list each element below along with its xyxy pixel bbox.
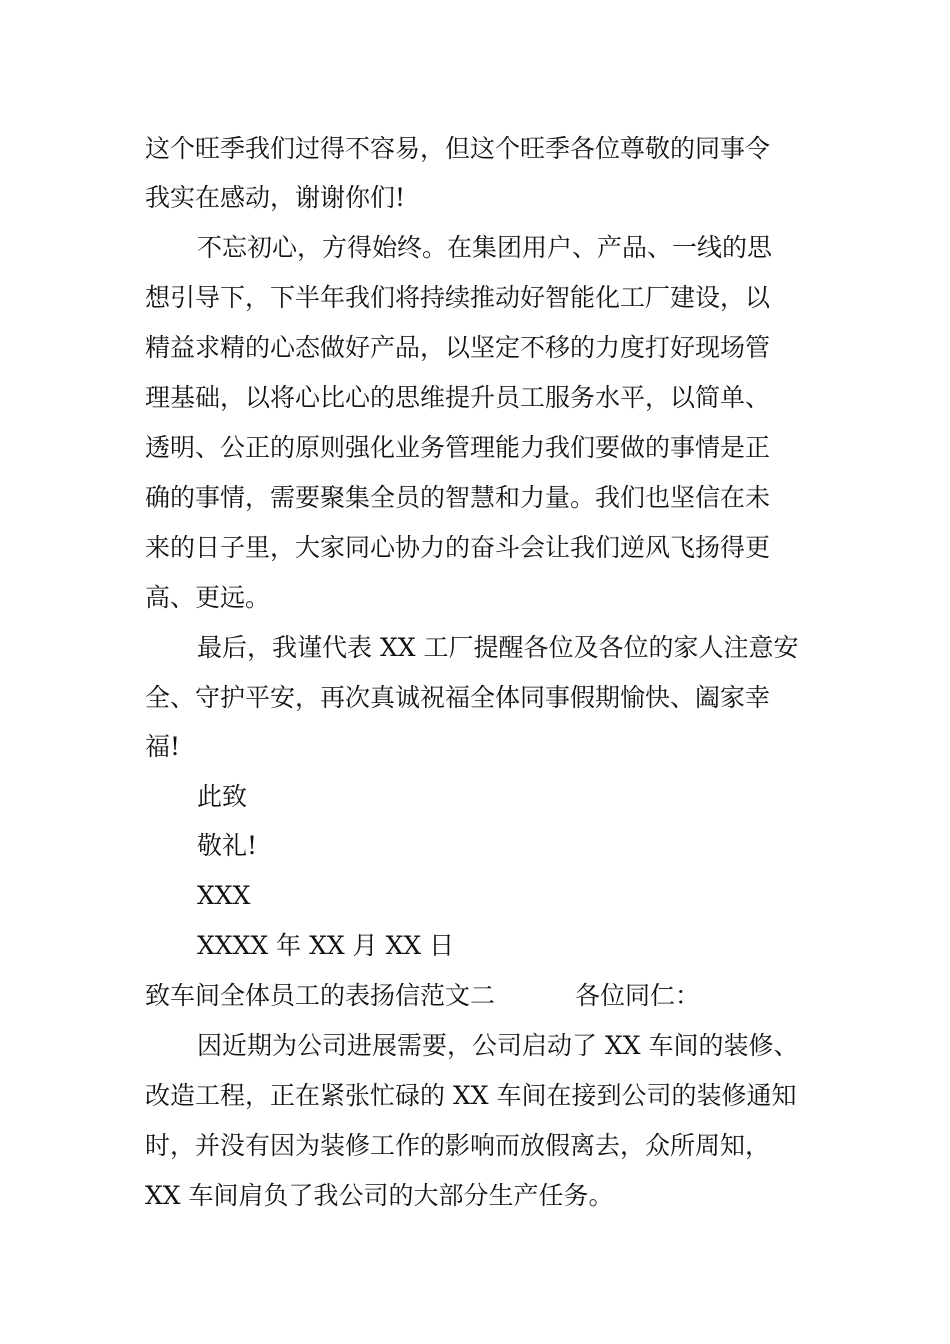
paragraph-line: 确的事情，需要聚集全员的智慧和力量。我们也坚信在未 bbox=[145, 483, 771, 512]
paragraph-line: 这个旺季我们过得不容易，但这个旺季各位尊敬的同事令 bbox=[145, 134, 771, 163]
paragraph-line: 全、守护平安，再次真诚祝福全体同事假期愉快、阖家幸 bbox=[145, 683, 771, 712]
heading-salutation: 各位同仁： bbox=[575, 981, 701, 1010]
paragraph-line: 来的日子里，大家同心协力的奋斗会让我们逆风飞扬得更 bbox=[145, 533, 771, 562]
paragraph-line: 最后，我谨代表 XX 工厂提醒各位及各位的家人注意安 bbox=[197, 633, 799, 662]
paragraph-line: 因近期为公司进展需要，公司启动了 XX 车间的装修、 bbox=[197, 1031, 799, 1060]
section-heading bbox=[145, 980, 700, 1012]
paragraph-line: 福! bbox=[145, 732, 181, 761]
paragraph-line: 时，并没有因为装修工作的影响而放假离去，众所周知， bbox=[145, 1131, 771, 1160]
paragraph-line: 透明、公正的原则强化业务管理能力我们要做的事情是正 bbox=[145, 433, 771, 462]
closing-line: 此致 bbox=[197, 782, 248, 811]
date-line: XXXX 年 XX 月 XX 日 bbox=[197, 931, 455, 960]
paragraph-line: XX 车间肩负了我公司的大部分生产任务。 bbox=[145, 1181, 614, 1210]
paragraph-line: 想引导下，下半年我们将持续推动好智能化工厂建设，以 bbox=[145, 283, 771, 312]
heading-title: 致车间全体员工的表扬信范文二 bbox=[145, 981, 496, 1010]
signature-line: XXX bbox=[197, 881, 251, 910]
paragraph-line: 理基础，以将心比心的思维提升员工服务水平，以简单、 bbox=[145, 383, 771, 412]
paragraph-line: 高、更远。 bbox=[145, 583, 271, 612]
paragraph-line: 改造工程，正在紧张忙碌的 XX 车间在接到公司的装修通知 bbox=[145, 1081, 797, 1110]
paragraph-line: 我实在感动，谢谢你们! bbox=[145, 183, 406, 212]
paragraph-line: 不忘初心，方得始终。在集团用户、产品、一线的思 bbox=[197, 233, 773, 262]
paragraph-line: 精益求精的心态做好产品，以坚定不移的力度打好现场管 bbox=[145, 333, 771, 362]
greeting-line: 敬礼! bbox=[197, 831, 258, 860]
